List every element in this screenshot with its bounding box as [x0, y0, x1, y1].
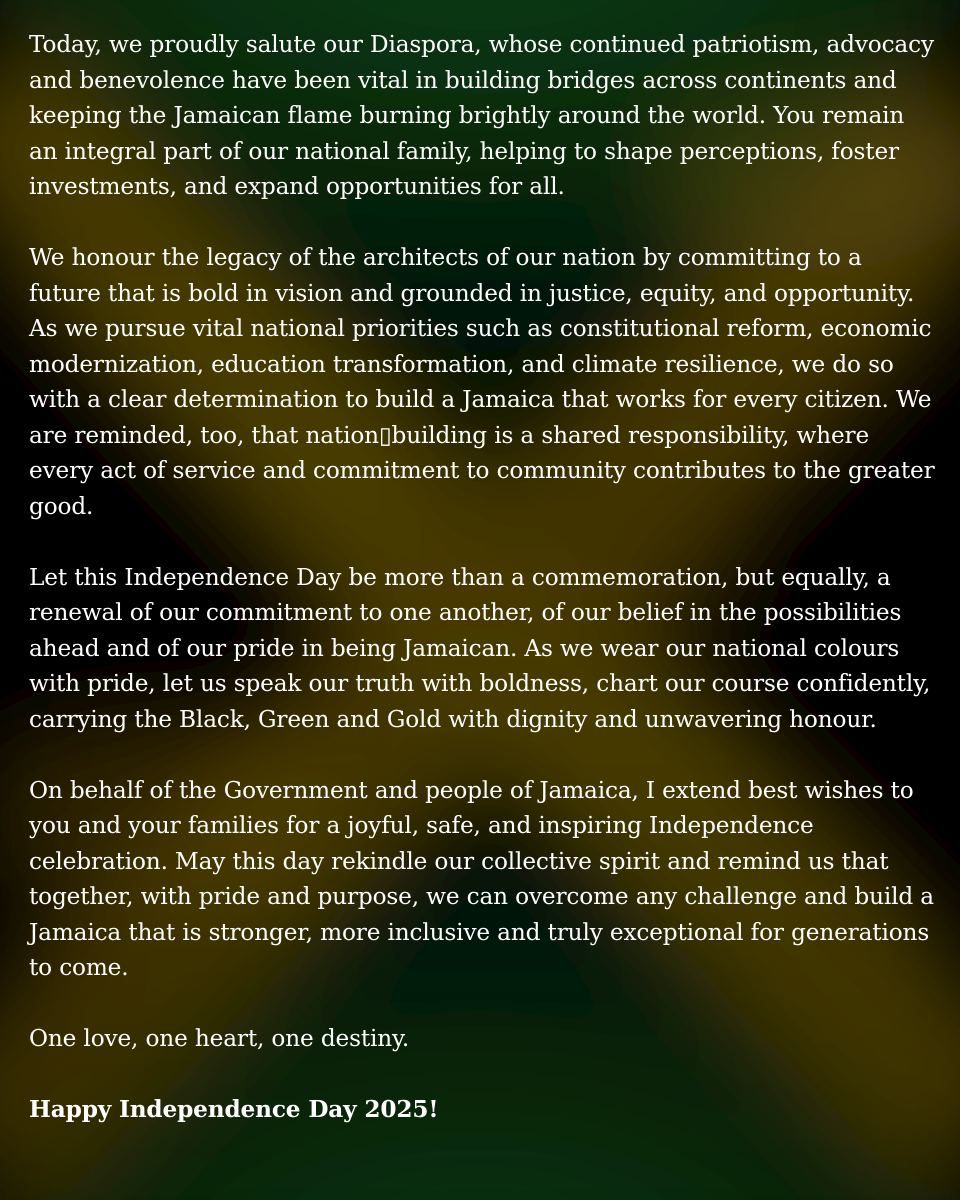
closing-greeting: Happy Independence Day 2025! — [29, 1096, 439, 1123]
paragraph-diaspora: Today, we proudly salute our Diaspora, whose continued patriotism, advocacy and benevolence have been vital in building bridges across continents and keeping the Jamaican flame burning brightly around the world. You remain an integral part of our national family, helping to shape perceptions, foster investments, and expand opportunities for all. — [29, 31, 934, 200]
paragraph-renewal: Let this Independence Day be more than a commemoration, but equally, a renewal of our commitment to one another, of our belief in the possibilities ahead and of our pride in being Jamaican. As we wear our national colours with pride, let us speak our truth with boldness, chart our course confidently, carrying the Black, Green and Gold with dignity and unwavering honour. — [29, 563, 931, 733]
paragraph-legacy: We honour the legacy of the architects of our nation by committing to a future that is bold in vision and grounded in justice, equity, and opportunity. As we pursue vital national priorities such as constitutional reform, economic modernization, education transformation, and climate resilience, we do so with a clear determination to build a Jamaica that works for every citizen. We are reminded, too, that nation▯building is a shared responsibility, where every act of service and commitment to community contributes to the greater good. — [29, 244, 935, 520]
paragraph-best-wishes: On behalf of the Government and people of Jamaica, I extend best wishes to you and your families for a joyful, safe, and inspiring Independence celebration. May this day rekindle our collective spirit and remind us that together, with pride and purpose, we can overcome any challenge and build a Jamaica that is stronger, more inclusive and truly exceptional for generations to come. — [29, 776, 934, 981]
statement-text — [29, 27, 939, 1128]
paragraph-one-love: One love, one heart, one destiny. — [29, 1025, 410, 1052]
